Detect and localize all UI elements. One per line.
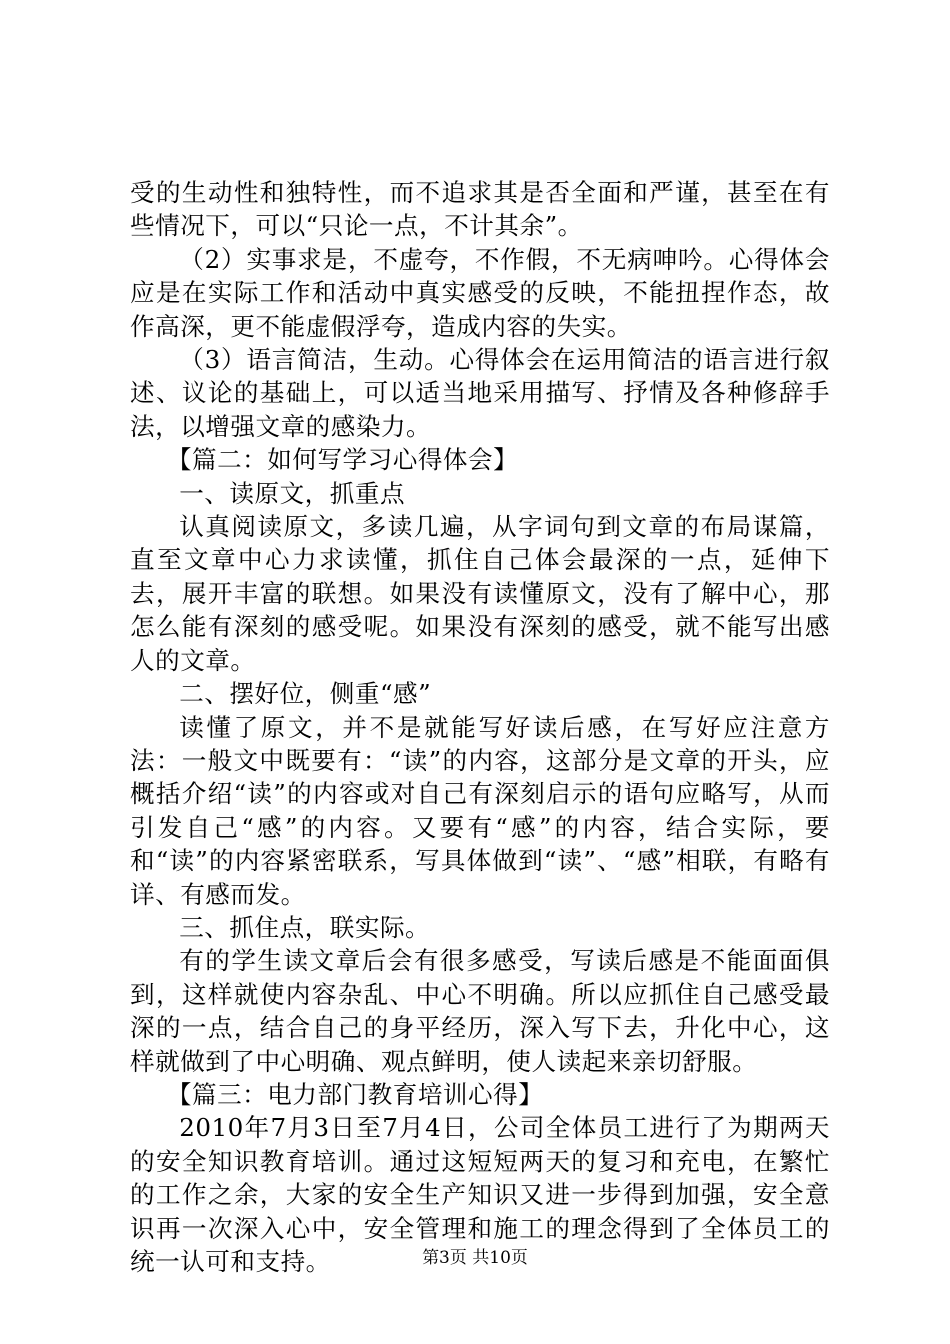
subheading-read-original: 一、读原文，抓重点: [179, 478, 406, 508]
paragraph-point-2: （2）实事求是，不虚夸，不作假，不无病呻吟。心得体会应是在实际工作和活动中真实感受的反映，不能扭捏作态，故作高深，更不能虚假浮夸，造成内容的失实。: [130, 244, 830, 341]
paragraph-grasp-point: 有的学生读文章后会有很多感受，写读后感是不能面面俱到，这样就使内容杂乱、中心不明确。所以应抓住自己感受最深的一点，结合自己的身平经历，深入写下去，升化中心，这样就做到了中心明确、观点鲜明，使人读起来亲切舒服。: [130, 946, 830, 1076]
subheading-position-feeling: 二、摆好位，侧重“感”: [179, 679, 432, 709]
paragraph-continuation: 受的生动性和独特性，而不追求其是否全面和严谨，甚至在有些情况下，可以“只论一点，不计其余”。: [130, 178, 830, 241]
subheading-grasp-point: 三、抓住点，联实际。: [179, 912, 431, 942]
section-heading-part-2: 【篇二：如何写学习心得体会】: [166, 445, 519, 475]
document-body: [130, 176, 830, 1278]
page-number-footer: 第3页 共10页: [422, 1248, 528, 1268]
paragraph-position-feeling: 读懂了原文，并不是就能写好读后感，在写好应注意方法：一般文中既要有：“读”的内容，这部分是文章的开头，应概括介绍“读”的内容或对自己有深刻启示的语句应略写，从而引发自己“感”的内容。又要有“感”的内容，结合实际，要和“读”的内容紧密联系，写具体做到“读”、“感”相联，有略有详、有感而发。: [130, 712, 830, 909]
section-heading-part-3: 【篇三：电力部门教育培训心得】: [166, 1079, 544, 1109]
paragraph-point-3: （3）语言简洁，生动。心得体会在运用简洁的语言进行叙述、议论的基础上，可以适当地采用描写、抒情及各种修辞手法，以增强文章的感染力。: [130, 345, 830, 441]
paragraph-training: 2010年7月3日至7月4日，公司全体员工进行了为期两天的安全知识教育培训。通过这短短两天的复习和充电，在繁忙的工作之余，大家的安全生产知识又进一步得到加强，安全意识再一次深入心中，安全管理和施工的理念得到了全体员工的统一认可和支持。: [130, 1113, 830, 1276]
paragraph-read-original: 认真阅读原文，多读几遍，从字词句到文章的布局谋篇，直至文章中心力求读懂，抓住自己体会最深的一点，延伸下去，展开丰富的联想。如果没有读懂原文，没有了解中心，那怎么能有深刻的感受呢。如果没有深刻的感受，就不能写出感人的文章。: [130, 512, 830, 675]
